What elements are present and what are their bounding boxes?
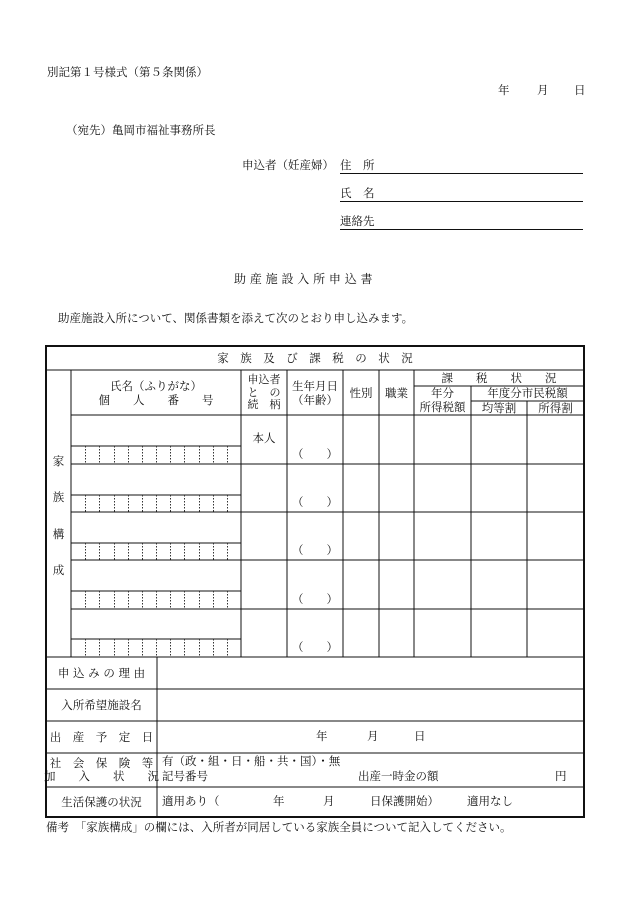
insurance-number-label: 記号番号 bbox=[162, 769, 208, 783]
col-relation-line1: 申込者 bbox=[247, 373, 281, 387]
family-label-char-2: 族 bbox=[52, 489, 65, 504]
age-paren-4: （ ） bbox=[292, 591, 338, 606]
welfare-none: 適用なし bbox=[467, 794, 513, 808]
age-paren-5: （ ） bbox=[292, 639, 338, 654]
document-title: 助 産 施 設 入 所 申 込 書 bbox=[234, 272, 373, 286]
col-birth-header bbox=[287, 372, 343, 414]
age-paren-2: （ ） bbox=[292, 494, 338, 509]
date-year: 年 bbox=[498, 83, 510, 97]
col-tax-income-header: 所得割 bbox=[538, 400, 573, 415]
facility-label: 入所希望施設名 bbox=[61, 697, 142, 712]
col-job-header: 職業 bbox=[385, 385, 408, 400]
insurance-options: 有（政・組・日・船・共・国）・無 bbox=[162, 754, 341, 768]
col-birth-line2: （年齢） bbox=[292, 393, 338, 407]
col-tax-header: 課 税 状 況 bbox=[441, 370, 557, 385]
col-relation-header bbox=[241, 371, 287, 415]
col-tax-year-line1: 年分 bbox=[431, 385, 454, 400]
welfare-start: 日保護開始） bbox=[370, 794, 439, 808]
welfare-label: 生活保護の状況 bbox=[61, 794, 142, 809]
intro-text: 助産施設入所について、関係書類を添えて次のとおり申し込みます。 bbox=[58, 311, 414, 325]
date-month: 月 bbox=[537, 83, 549, 97]
applicant-label: 申込者（妊産婦） bbox=[242, 158, 334, 172]
col-birth-line1: 生年月日 bbox=[292, 378, 338, 393]
col-name-line1: 氏名（ふりがな） bbox=[110, 378, 202, 393]
date-day: 日 bbox=[574, 83, 586, 97]
address-label: 住 所 bbox=[340, 158, 375, 172]
col-name-header bbox=[71, 372, 241, 414]
col-tax-year-line2: 所得税額 bbox=[419, 399, 466, 414]
col-gender-header: 性別 bbox=[349, 385, 373, 400]
footnote: 備考 「家族構成」の欄には、入所者が同居している家族全員について記入してください。 bbox=[46, 820, 512, 834]
due-year: 年 bbox=[316, 729, 328, 743]
insurance-label bbox=[46, 753, 157, 787]
insurance-lump-label: 出産一時金の額 bbox=[358, 769, 439, 783]
welfare-applies: 適用あり（ bbox=[162, 794, 220, 808]
addressee: （宛先）亀岡市福祉事務所長 bbox=[66, 123, 216, 137]
due-date-label: 出 産 予 定 日 bbox=[49, 729, 154, 744]
reason-label: 申 込 み の 理 由 bbox=[57, 665, 146, 680]
col-tax-city-header: 年度分市民税額 bbox=[487, 386, 568, 401]
col-tax-equal-header: 均等割 bbox=[481, 400, 517, 415]
welfare-month: 月 bbox=[323, 794, 335, 808]
family-label-char-1: 家 bbox=[52, 453, 65, 468]
col-name-line2: 個 人 番 号 bbox=[98, 393, 214, 407]
welfare-year: 年 bbox=[273, 794, 285, 808]
family-label-char-4: 成 bbox=[52, 562, 65, 577]
insurance-label-line2: 加 入 状 況 bbox=[44, 769, 159, 783]
age-paren-3: （ ） bbox=[292, 542, 338, 557]
family-label-char-3: 構 bbox=[52, 526, 65, 541]
due-month: 月 bbox=[367, 729, 379, 743]
due-day: 日 bbox=[414, 729, 426, 743]
section-title: 家 族 及 び 課 税 の 状 況 bbox=[217, 350, 413, 365]
col-relation-line3: 続 柄 bbox=[247, 398, 281, 412]
name-label: 氏 名 bbox=[340, 186, 375, 200]
self-relation: 本人 bbox=[252, 430, 276, 445]
col-tax-year-header bbox=[414, 386, 471, 415]
insurance-yen: 円 bbox=[555, 769, 567, 783]
col-relation-line2: と の bbox=[247, 385, 281, 399]
insurance-label-line1: 社 会 保 険 等 bbox=[49, 755, 154, 770]
age-paren-1: （ ） bbox=[292, 446, 338, 461]
form-number: 別記第１号様式（第５条関係） bbox=[47, 65, 208, 79]
contact-label: 連絡先 bbox=[340, 214, 375, 228]
